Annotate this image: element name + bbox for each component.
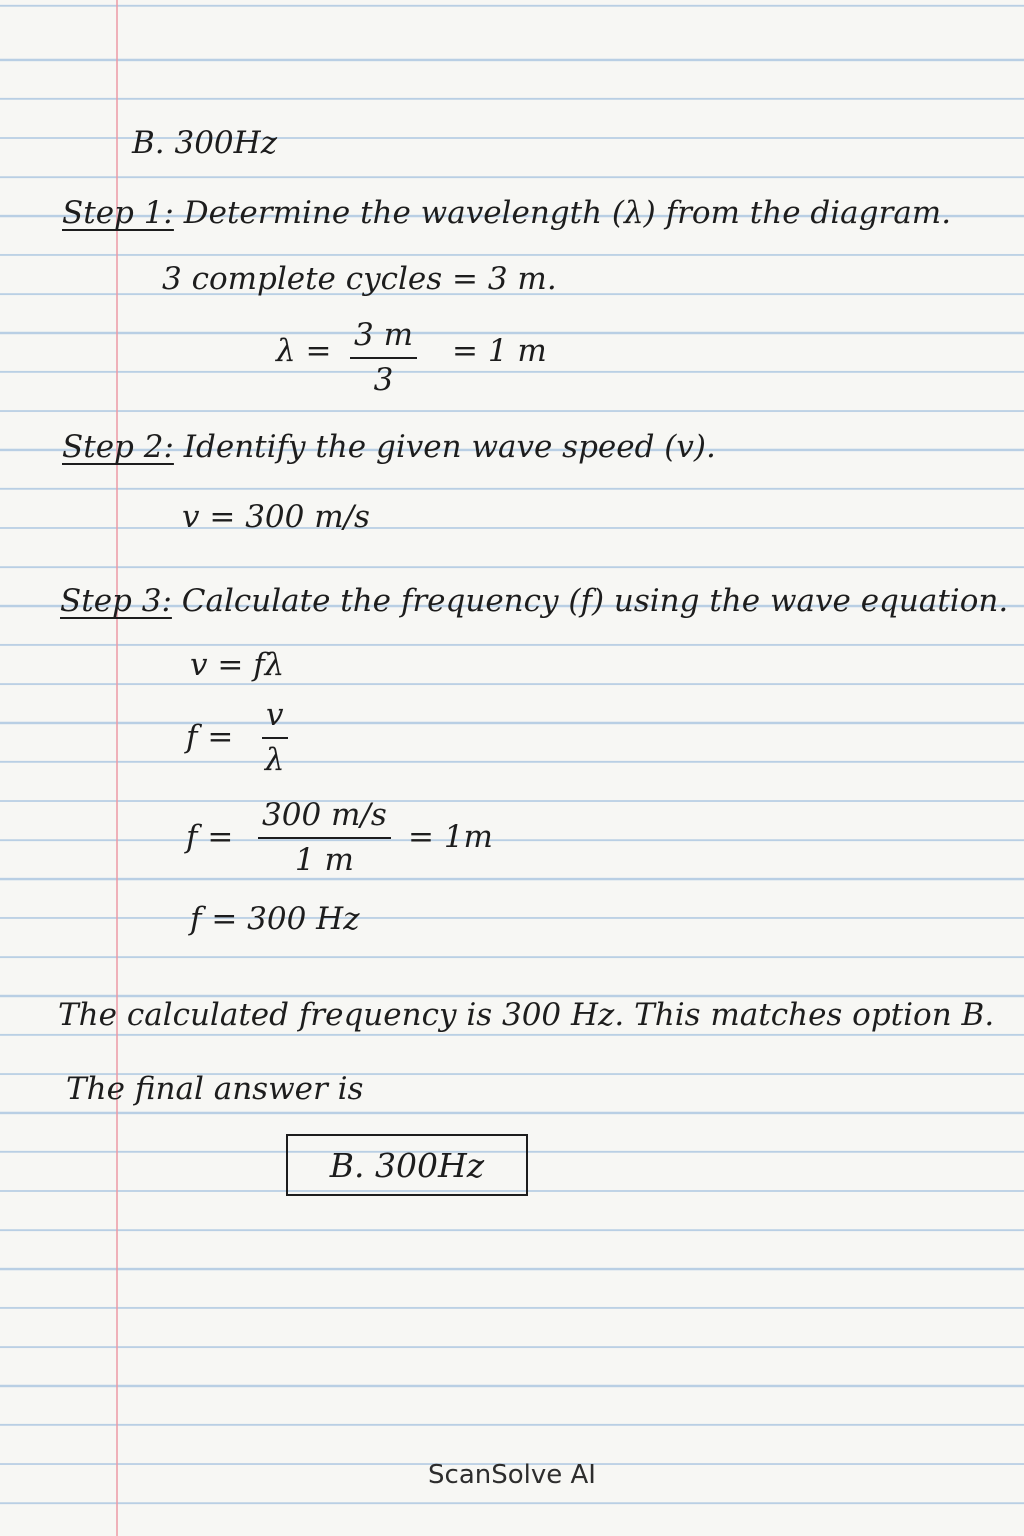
step1-text: Determine the wavelength (λ) from the diagram. [183,195,952,231]
final-answer-text: B. 300Hz [329,1145,485,1185]
step1-fraction-denominator: 3 [373,362,394,398]
step3-eq2-numerator: v [262,700,288,739]
answer-header: B. 300Hz [132,125,278,161]
conclusion-text: The calculated frequency is 300 Hz. This matches option B. [58,997,995,1033]
final-answer-box [286,1134,528,1196]
step1-label: Step 1: [62,195,174,231]
step3-result-line: f = 300 Hz [190,901,360,937]
step2-speed-line: v = 300 m/s [182,499,370,535]
step1-eq-rhs: = 1 m [452,333,547,369]
step3-text: Calculate the frequency (f) using the wave equation. [181,583,1009,619]
step3-label: Step 3: [60,583,172,619]
step3-eq2-denominator: λ [264,742,285,778]
footer-watermark: ScanSolve AI [428,1460,596,1490]
step2-heading [62,429,716,465]
step3-eq2-lhs: f = [186,719,234,755]
step3-eq3-rhs: = 1m [408,819,493,855]
step3-eq3-numerator: 300 m/s [258,800,391,839]
step1-fraction-numerator: 3 m [350,320,417,359]
final-answer-intro: The final answer is [66,1071,364,1107]
step3-wave-equation: v = fλ [190,647,285,683]
step1-eq-lhs: λ = [276,333,332,369]
step1-fraction [350,317,417,398]
step3-eq3-fraction [258,797,391,878]
step2-text: Identify the given wave speed (v). [183,429,716,465]
step1-cycles-line: 3 complete cycles = 3 m. [162,261,557,297]
step3-eq3-denominator: 1 m [294,842,354,878]
step3-eq2-fraction [262,697,288,778]
step3-heading [60,583,1009,619]
step1-heading [62,195,952,231]
step2-label: Step 2: [62,429,174,465]
step3-eq3-lhs: f = [186,819,234,855]
